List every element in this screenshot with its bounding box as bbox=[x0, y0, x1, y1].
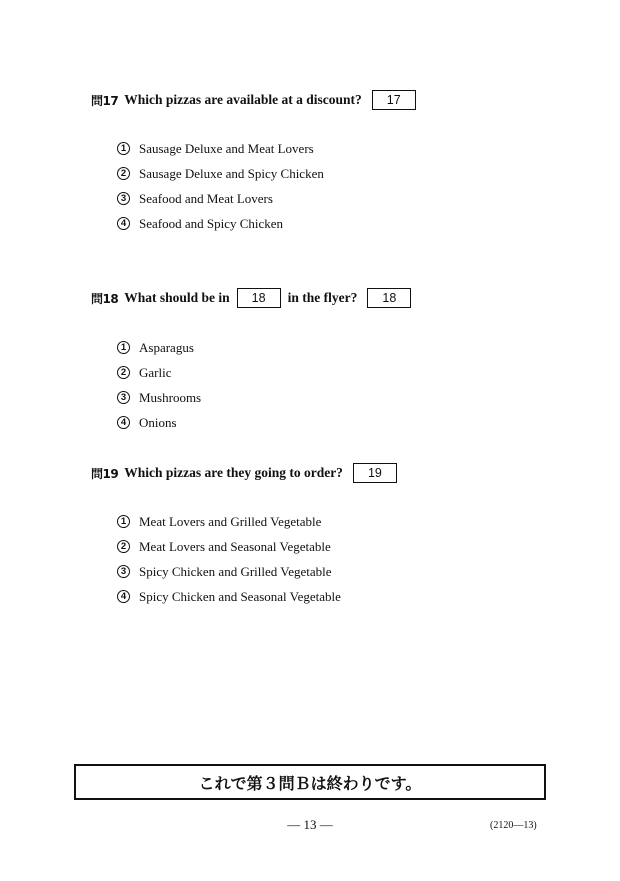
option-1 bbox=[117, 136, 324, 161]
end-of-section-notice: これで第３問Ｂは終わりです。 bbox=[74, 764, 546, 800]
option-text: Spicy Chicken and Seasonal Vegetable bbox=[139, 588, 341, 604]
option-1 bbox=[117, 335, 201, 360]
question-19 bbox=[91, 463, 397, 483]
option-1 bbox=[117, 509, 341, 534]
option-text: Sausage Deluxe and Spicy Chicken bbox=[139, 165, 324, 181]
question-text: Which pizzas are they going to order? bbox=[124, 465, 343, 480]
option-3 bbox=[117, 385, 201, 410]
option-text: Meat Lovers and Grilled Vegetable bbox=[139, 513, 322, 529]
option-marker: 3 bbox=[117, 565, 130, 578]
option-marker: 1 bbox=[117, 515, 130, 528]
option-2 bbox=[117, 360, 201, 385]
option-marker: 3 bbox=[117, 192, 130, 205]
option-text: Mushrooms bbox=[139, 389, 202, 405]
option-marker: 2 bbox=[117, 540, 130, 553]
option-3 bbox=[117, 186, 324, 211]
option-text: Onions bbox=[139, 414, 177, 430]
answer-box: 17 bbox=[372, 90, 416, 110]
question-number: 問18 bbox=[91, 291, 119, 306]
option-4 bbox=[117, 211, 324, 236]
question-number: 問19 bbox=[91, 466, 119, 481]
question-text-before: What should be in bbox=[124, 290, 230, 305]
option-marker: 4 bbox=[117, 217, 130, 230]
page-code: (2120—13) bbox=[490, 820, 537, 831]
answer-box: 18 bbox=[367, 288, 411, 308]
option-4 bbox=[117, 410, 201, 435]
question-18 bbox=[91, 288, 411, 308]
option-marker: 1 bbox=[117, 341, 130, 354]
option-text: Meat Lovers and Seasonal Vegetable bbox=[139, 538, 331, 554]
page-number: — 13 — bbox=[287, 817, 333, 832]
option-2 bbox=[117, 534, 341, 559]
option-marker: 2 bbox=[117, 366, 130, 379]
question-text-after: in the flyer? bbox=[287, 290, 358, 305]
option-text: Spicy Chicken and Grilled Vegetable bbox=[139, 563, 332, 579]
option-3 bbox=[117, 559, 341, 584]
option-text: Seafood and Meat Lovers bbox=[139, 190, 273, 206]
option-text: Asparagus bbox=[139, 339, 194, 355]
option-marker: 2 bbox=[117, 167, 130, 180]
option-marker: 4 bbox=[117, 416, 130, 429]
options-list-18 bbox=[117, 335, 201, 435]
option-marker: 1 bbox=[117, 142, 130, 155]
question-17 bbox=[91, 90, 416, 110]
option-marker: 3 bbox=[117, 391, 130, 404]
inline-blank-box: 18 bbox=[237, 288, 281, 308]
option-4 bbox=[117, 584, 341, 609]
option-2 bbox=[117, 161, 324, 186]
option-text: Seafood and Spicy Chicken bbox=[139, 215, 284, 231]
question-text: Which pizzas are available at a discount? bbox=[124, 92, 362, 107]
option-text: Sausage Deluxe and Meat Lovers bbox=[139, 140, 314, 156]
options-list-17 bbox=[117, 136, 324, 236]
option-marker: 4 bbox=[117, 590, 130, 603]
option-text: Garlic bbox=[139, 364, 172, 380]
question-number: 問17 bbox=[91, 93, 119, 108]
options-list-19 bbox=[117, 509, 341, 609]
answer-box: 19 bbox=[353, 463, 397, 483]
